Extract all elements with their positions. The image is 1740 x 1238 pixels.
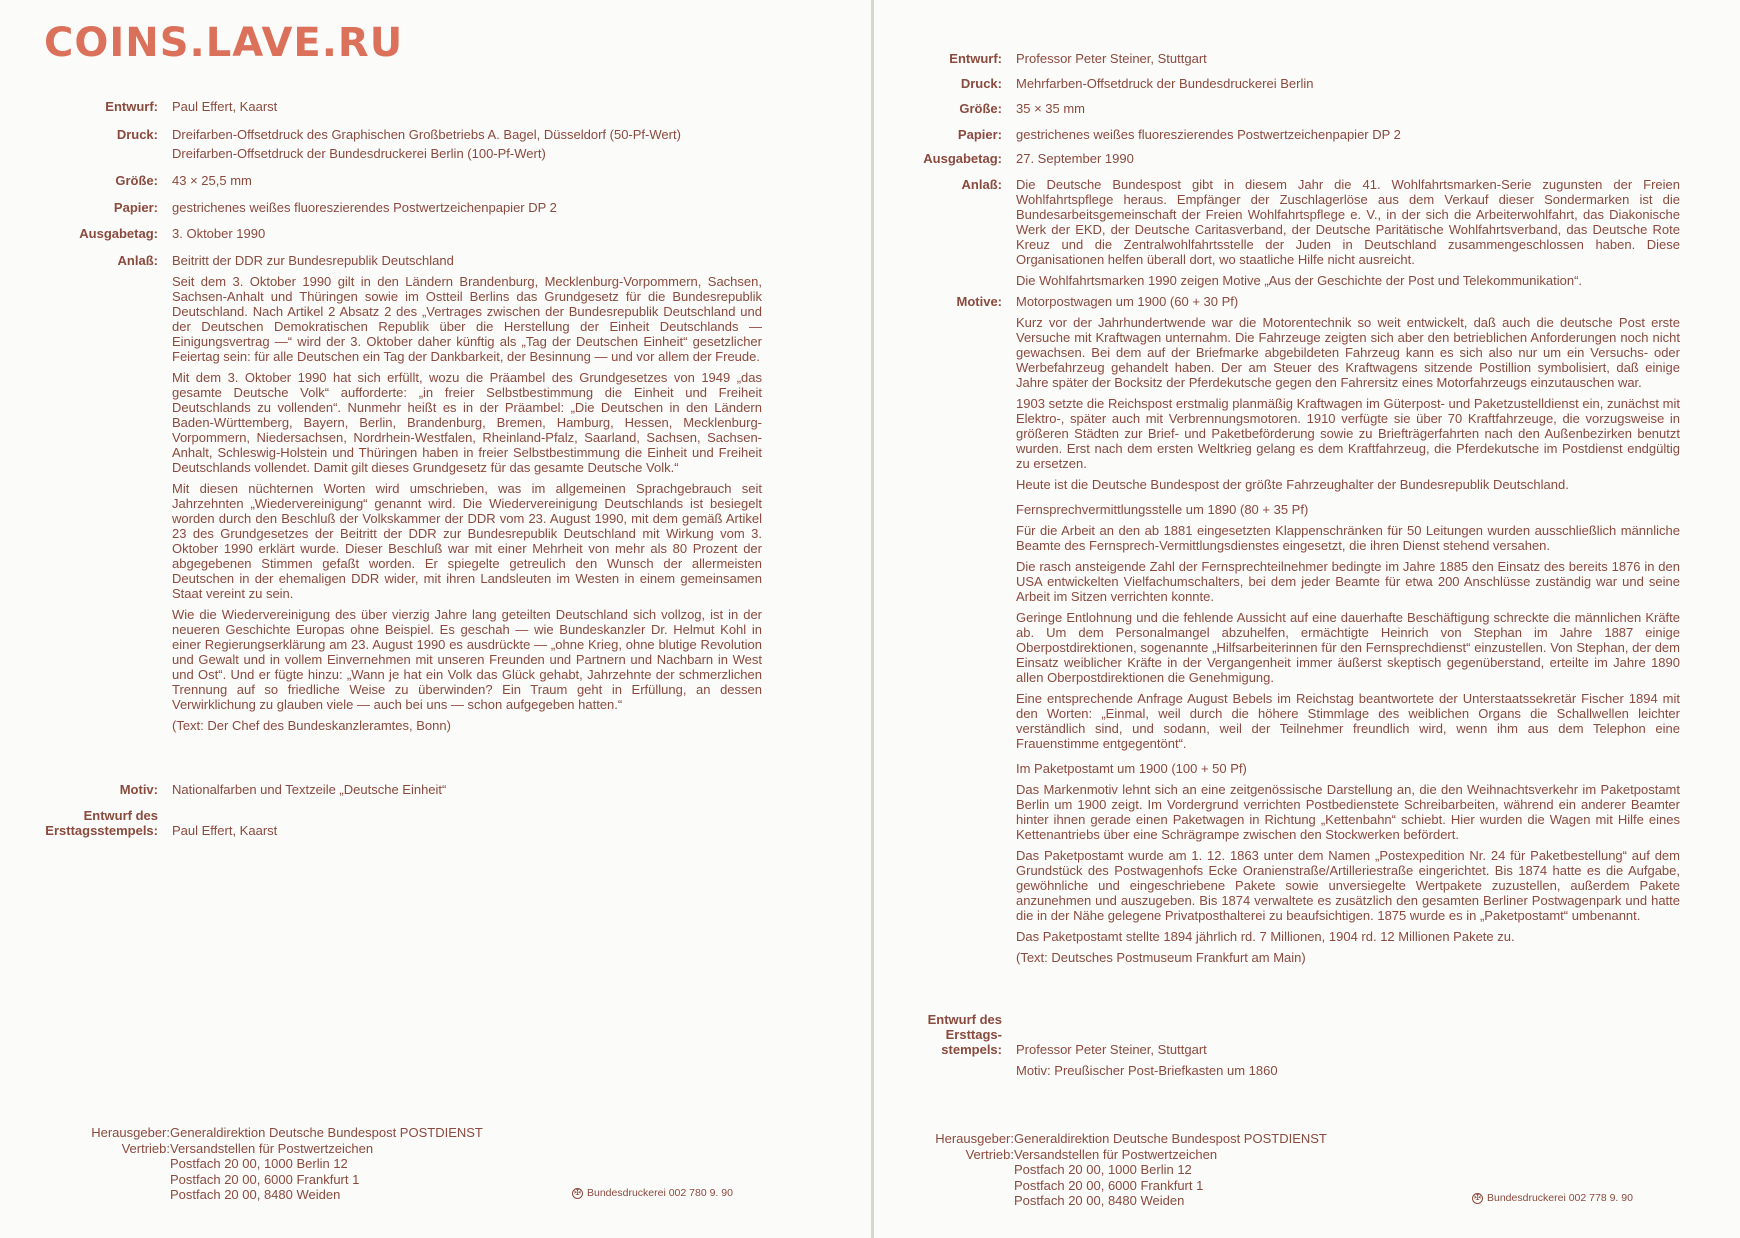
r-anlass-row [874,177,1680,288]
herausgeber-label: Herausgeber: [91,1125,170,1140]
imprint-text: Bundesdruckerei 002 778 9. 90 [1487,1192,1633,1204]
anlass-paragraph: Mit diesen nüchternen Worten wird umschrieben, was im allgemeinen Sprachgebrauch seit Jahrzehnten „Wiedervereinigung“ genannt wird. Die Wiedervereinigung Deutschlands ist besiegelt worden durch den Beschluß der Volkskammer der DDR vom 23. August 1990, mit dem gemäß Artikel 23 des Grundgesetzes der Beitritt der DDR zur Bundesrepublik Deutschland mit Wirkung vom 3. Oktober 1990 erklärt wurde. Dieser Beschluß war mit einer Mehrheit von mehr als 80 Prozent der abgegebenen Stimmen gefaßt worden. Er spiegelte getreulich den Wunsch der allermeisten Deutschen in der ehemaligen DDR wider, mit ihren Landsleuten im Westen in einem gemeinsamen Staat vereint zu sein. [172,481,762,601]
herausgeber-value: Generaldirektion Deutsche Bundespost POSTDIENST [170,1125,483,1140]
motive-2-paragraph: Die rasch ansteigende Zahl der Fernsprechteilnehmer bedingte im Jahre 1885 den Einsatz des bereits 1876 in den USA entwickelten Vielfachumschalters, bei dem jeder Beamte für etwa 200 Anschlüsse zuständig war und seine Arbeit im Sitzen verrichten konnte. [1016,559,1680,604]
entwurf-value: Paul Effert, Kaarst [172,99,278,114]
r-stempel-row [874,1012,1680,1078]
vertrieb-line: Postfach 20 00, 8480 Weiden [170,1187,341,1202]
r-ausgabetag-value: 27. September 1990 [1016,151,1134,166]
motive-3-title: Im Paketpostamt um 1900 (100 + 50 Pf) [1016,761,1247,776]
r-stempel-motiv: Motiv: Preußischer Post-Briefkasten um 1860 [1016,1063,1278,1078]
druck-row [0,127,762,161]
druck-line-1: Dreifarben-Offsetdruck des Graphischen Großbetriebs A. Bagel, Düsseldorf (50-Pf-Wert) [172,127,681,142]
r-vertrieb-line: Postfach 20 00, 1000 Berlin 12 [1014,1162,1192,1177]
motiv-value: Nationalfarben und Textzeile „Deutsche Einheit“ [172,782,447,797]
r-stempel-label-line-3: stempels: [941,1042,1002,1057]
r-herausgeber-value: Generaldirektion Deutsche Bundespost POSTDIENST [1014,1131,1327,1146]
r-vertrieb-line: Postfach 20 00, 6000 Frankfurt 1 [1014,1177,1204,1193]
r-anlass-paragraph: Die Wohlfahrtsmarken 1990 zeigen Motive „Aus der Geschichte der Post und Telekommunikation“. [1016,273,1583,288]
entwurf-label: Entwurf: [105,99,158,114]
r-papier-value: gestrichenes weißes fluoreszierendes Postwertzeichenpapier DP 2 [1016,127,1401,142]
anlass-paragraph: Seit dem 3. Oktober 1990 gilt in den Ländern Brandenburg, Mecklenburg-Vorpommern, Sachsen, Sachsen-Anhalt und Thüringen sowie im Ostteil Berlins das Grundgesetz für die Bundesrepublik Deutschland. Nach Artikel 2 Absatz 2 des „Vertrages zwischen der Bundesrepublik Deutschland und der Deutschen Demokratischen Republik über die Herstellung der Einheit Deutschlands — Einigungsvertrag —“ wird der 3. Oktober daher künftig als „Tag der Deutschen Einheit“ gesetzlicher Feiertag sein: für alle Deutschen ein Tag der Dankbarkeit, der Besinnung — und vor allem der Freude. [172,274,762,364]
anlass-row [0,253,762,733]
r-papier-row [874,127,1680,142]
r-druck-label: Druck: [960,76,1002,91]
bundesdruckerei-logo-icon: ✠ [572,1188,583,1199]
motive-1-paragraph: Heute ist die Deutsche Bundespost der größte Fahrzeughalter der Bundesrepublik Deutschland. [1016,477,1569,492]
r-ausgabetag-row [874,151,1680,166]
stempel-value: Paul Effert, Kaarst [172,823,278,838]
bundesdruckerei-logo-icon: ✠ [1472,1193,1483,1204]
papier-label: Papier: [113,200,158,215]
papier-row [0,200,762,215]
motive-1-paragraph: 1903 setzte die Reichspost erstmalig planmäßig Kraftwagen im Güterpost- und Paketzustelldienst ein, zunächst mit Elektro-, später auch mit Verbrennungsmotoren. 1910 verfügte sie über 70 Kraftfahrzeuge, die vorzugsweise in größeren Städten zur Brief- und Paketbeförderung sowie zu Briefträgerfahrten nach den Außenbezirken benutzt wurden. Erst nach dem ersten Weltkrieg gelang es dem Kraftfahrzeug, die Pferdekutsche im Postdienst endgültig zu ersetzen. [1016,396,1680,471]
ausgabetag-label: Ausgabetag: [79,226,158,241]
stempel-row [0,808,762,838]
vertrieb-line: Versandstellen für Postwertzeichen [170,1140,374,1156]
left-imprint [572,1187,733,1199]
druck-line-2: Dreifarben-Offsetdruck der Bundesdruckerei Berlin (100-Pf-Wert) [172,146,546,161]
motive-3-paragraph: Das Paketpostamt stellte 1894 jährlich rd. 7 Millionen, 1904 rd. 12 Millionen Pakete zu. [1016,929,1515,944]
r-motive-row [874,294,1680,965]
entwurf-row [0,99,762,114]
motive-2-paragraph: Für die Arbeit an den ab 1881 eingesetzten Klappenschränken für 50 Leitungen wurden ausschließlich männliche Beamte des Fernsprech-Vermittlungsdienstes eingesetzt, die ihren Dienst stehend versahen. [1016,523,1680,553]
r-vertrieb-line: Postfach 20 00, 8480 Weiden [1014,1193,1185,1208]
watermark: COINS.LAVE.RU [44,20,404,66]
motive-2-title: Fernsprechvermittlungsstelle um 1890 (80 + 35 Pf) [1016,502,1309,517]
stempel-label-line-2: Ersttagsstempels: [45,823,158,838]
groesse-value: 43 × 25,5 mm [172,173,252,188]
r-papier-label: Papier: [957,127,1002,142]
r-anlass-label: Anlaß: [961,177,1002,192]
motive-2-paragraph: Eine entsprechende Anfrage August Bebels im Reichstag beantwortete der Unterstaatssekretär Fischer 1894 mit den Worten: „Einmal, weil durch die höhere Stimmlage des weiblichen Organs die Schallwellen leichter verständlich sind, und sodann, weil der Teilnehmer freundlich wird, wenn ihm aus dem Telephon eine Frauenstimme entgegentönt“. [1016,691,1680,751]
motive-source: (Text: Deutsches Postmuseum Frankfurt am Main) [1016,950,1306,965]
vertrieb-line: Postfach 20 00, 1000 Berlin 12 [170,1156,348,1171]
r-groesse-label: Größe: [959,101,1002,116]
anlass-label: Anlaß: [117,253,158,268]
ausgabetag-value: 3. Oktober 1990 [172,226,266,241]
anlass-headline: Beitritt der DDR zur Bundesrepublik Deutschland [172,253,454,268]
r-druck-value: Mehrfarben-Offsetdruck der Bundesdruckerei Berlin [1016,76,1314,91]
motive-1-paragraph: Kurz vor der Jahrhundertwende war die Motorentechnik so weit entwickelt, daß auch die deutsche Post erste Versuche mit Kraftwagen unternahm. Die Fahrzeuge zeigten sich aber den betrieblichen Anforderungen noch nicht gewachsen. Bei dem auf der Briefmarke abgebildeten Fahrzeug kann es sich also nur um ein Versuchs- oder Werbefahrzeug gehandelt haben. Der am Steuer des Kraftwagens sitzende Postillion symbolisiert, daß einige Jahre später der Bocksitz der Pferdekutsche gegen den Fahrersitz eines Motorfahrzeugs einzutauschen war. [1016,315,1680,390]
vertrieb-line: Postfach 20 00, 6000 Frankfurt 1 [170,1171,360,1187]
imprint-text: Bundesdruckerei 002 780 9. 90 [587,1187,733,1199]
r-anlass-paragraph: Die Deutsche Bundespost gibt in diesem Jahr die 41. Wohlfahrtsmarken-Serie zugunsten der Freien Wohlfahrtspflege heraus. Empfänger der Zuschlagerlöse aus dem Verkauf dieser Sondermarken ist die Bundesarbeitsgemeinschaft der Freien Wohlfahrtspflege e. V., in der sich die Arbeiterwohlfahrt, das Diakonische Werk der EKD, der Deutsche Caritasverband, der Deutsche Paritätische Wohlfahrtsverband, das Deutsche Rote Kreuz und die Zentralwohlfahrtsstelle der Juden in Deutschland zusammengeschlossen haben. Diese Organisationen helfen überall dort, wo staatliche Hilfe nicht ausreicht. [1016,177,1680,267]
druck-label: Druck: [116,127,158,142]
groesse-row [0,173,762,188]
motive-3-paragraph: Das Paketpostamt wurde am 1. 12. 1863 unter dem Namen „Postexpedition Nr. 24 für Paketbestellung“ auf dem Grundstück des Postwagenhofs Ecke Oranienstraße/Artilleriestraße eingerichtet. Bis 1874 hatte es die Aufgabe, gewöhnliche und eingeschriebene Pakete sowie unversiegelte Wertpakete zuzustellen, außerdem Pakete anzunehmen und auszugeben. Bis 1874 verwaltete es zusätzlich den gesamten Berliner Postwagenpark und hatte die in der Nähe gelegene Privatposthalterei zu beaufsichtigen. 1875 wurde es in „Paketpostamt“ umbenannt. [1016,848,1680,923]
r-entwurf-row [874,51,1680,66]
r-entwurf-value: Professor Peter Steiner, Stuttgart [1016,51,1207,66]
r-ausgabetag-label: Ausgabetag: [923,151,1002,166]
stempel-label-line-1: Entwurf des [83,808,158,823]
papier-value: gestrichenes weißes fluoreszierendes Postwertzeichenpapier DP 2 [172,200,557,215]
motive-1-title: Motorpostwagen um 1900 (60 + 30 Pf) [1016,294,1239,309]
right-imprint [1472,1192,1633,1204]
motiv-label: Motiv: [119,782,158,797]
r-druck-row [874,76,1680,91]
motive-3-paragraph: Das Markenmotiv lehnt sich an eine zeitgenössische Darstellung an, die den Weihnachtsverkehr im Paketpostamt Berlin um 1900 zeigt. Im Vordergrund verrichten Postbedienstete Schreibarbeiten, während ein anderer Beamter hinter ihnen gerade einen Paketwagen in Richtung „Kettenbahn“ schiebt. Hier wurden die Wagen mit Hilfe eines Kettenantriebs über eine Schrägrampe zwischen den Stockwerken befördert. [1016,782,1680,842]
anlass-paragraph: Mit dem 3. Oktober 1990 hat sich erfüllt, wozu die Präambel des Grundgesetzes von 1949 „das gesamte Deutsche Volk“ aufforderte: „in freier Selbstbestimmung die Einheit und Freiheit Deutschlands zu vollenden“. Nunmehr heißt es in der Präambel: „Die Deutschen in den Ländern Baden-Württemberg, Bayern, Berlin, Brandenburg, Bremen, Hamburg, Hessen, Mecklenburg-Vorpommern, Niedersachsen, Nordrhein-Westfalen, Rheinland-Pfalz, Saarland, Sachsen, Sachsen-Anhalt, Schleswig-Holstein und Thüringen haben in freier Selbstbestimmung die Einheit und Freiheit Deutschlands vollendet. Damit gilt dieses Grundgesetz für das gesamte Deutsche Volk.“ [172,370,762,475]
vertrieb-label: Vertrieb: [121,1140,170,1156]
r-entwurf-label: Entwurf: [949,51,1002,66]
r-motive-label: Motive: [956,294,1002,309]
r-vertrieb-label: Vertrieb: [965,1146,1014,1162]
motive-2-paragraph: Geringe Entlohnung und die fehlende Aussicht auf eine dauerhafte Beschäftigung schreckte die männlichen Kräfte ab. Um dem Personalmangel abzuhelfen, ermächtigte Heinrich von Stephan im Jahre 1887 einige Oberpostdirektionen, sogenannte „Hilfsarbeiterinnen für den Fernsprechdienst“ einzustellen. Von Stephan, der dem Einsatz weiblicher Kräfte in der Vergangenheit immer äußerst skeptisch gegenüberstand, erteilte im Jahre 1890 allen Oberpostdirektionen die Genehmigung. [1016,610,1680,685]
r-stempel-value: Professor Peter Steiner, Stuttgart [1016,1042,1207,1057]
right-page [874,0,1740,1238]
r-herausgeber-label: Herausgeber: [935,1131,1014,1146]
r-vertrieb-line: Versandstellen für Postwertzeichen [1014,1146,1218,1162]
r-stempel-label-line-1: Entwurf des [927,1012,1002,1027]
anlass-paragraph: Wie die Wiedervereinigung des über vierzig Jahre lang geteilten Deutschland sich vollzog, ist in der neueren Geschichte Europas ohne Beispiel. Es geschah — wie Bundeskanzler Dr. Helmut Kohl in einer Regierungserklärung am 23. August 1990 es ausdrückte — „ohne Krieg, ohne blutige Revolution und Gewalt und in vollem Einvernehmen mit unseren Freunden und Partnern und Nachbarn in West und Ost“. Und er fügte hinzu: „Wann je hat ein Volk das Glück gehabt, Jahrzehnte der schmerzlichen Trennung auf so friedliche Weise zu überwinden? Ein Traum geht in Erfüllung, an dessen Verwirklichung zu glauben viele — auch bei uns — schon aufgegeben hatten.“ [172,607,762,712]
ausgabetag-row [0,226,762,241]
r-groesse-row [874,101,1680,116]
r-groesse-value: 35 × 35 mm [1016,101,1086,116]
r-stempel-label-line-2: Ersttags- [945,1027,1002,1042]
motiv-row [0,782,762,797]
groesse-label: Größe: [115,173,158,188]
anlass-source: (Text: Der Chef des Bundeskanzleramtes, Bonn) [172,718,451,733]
